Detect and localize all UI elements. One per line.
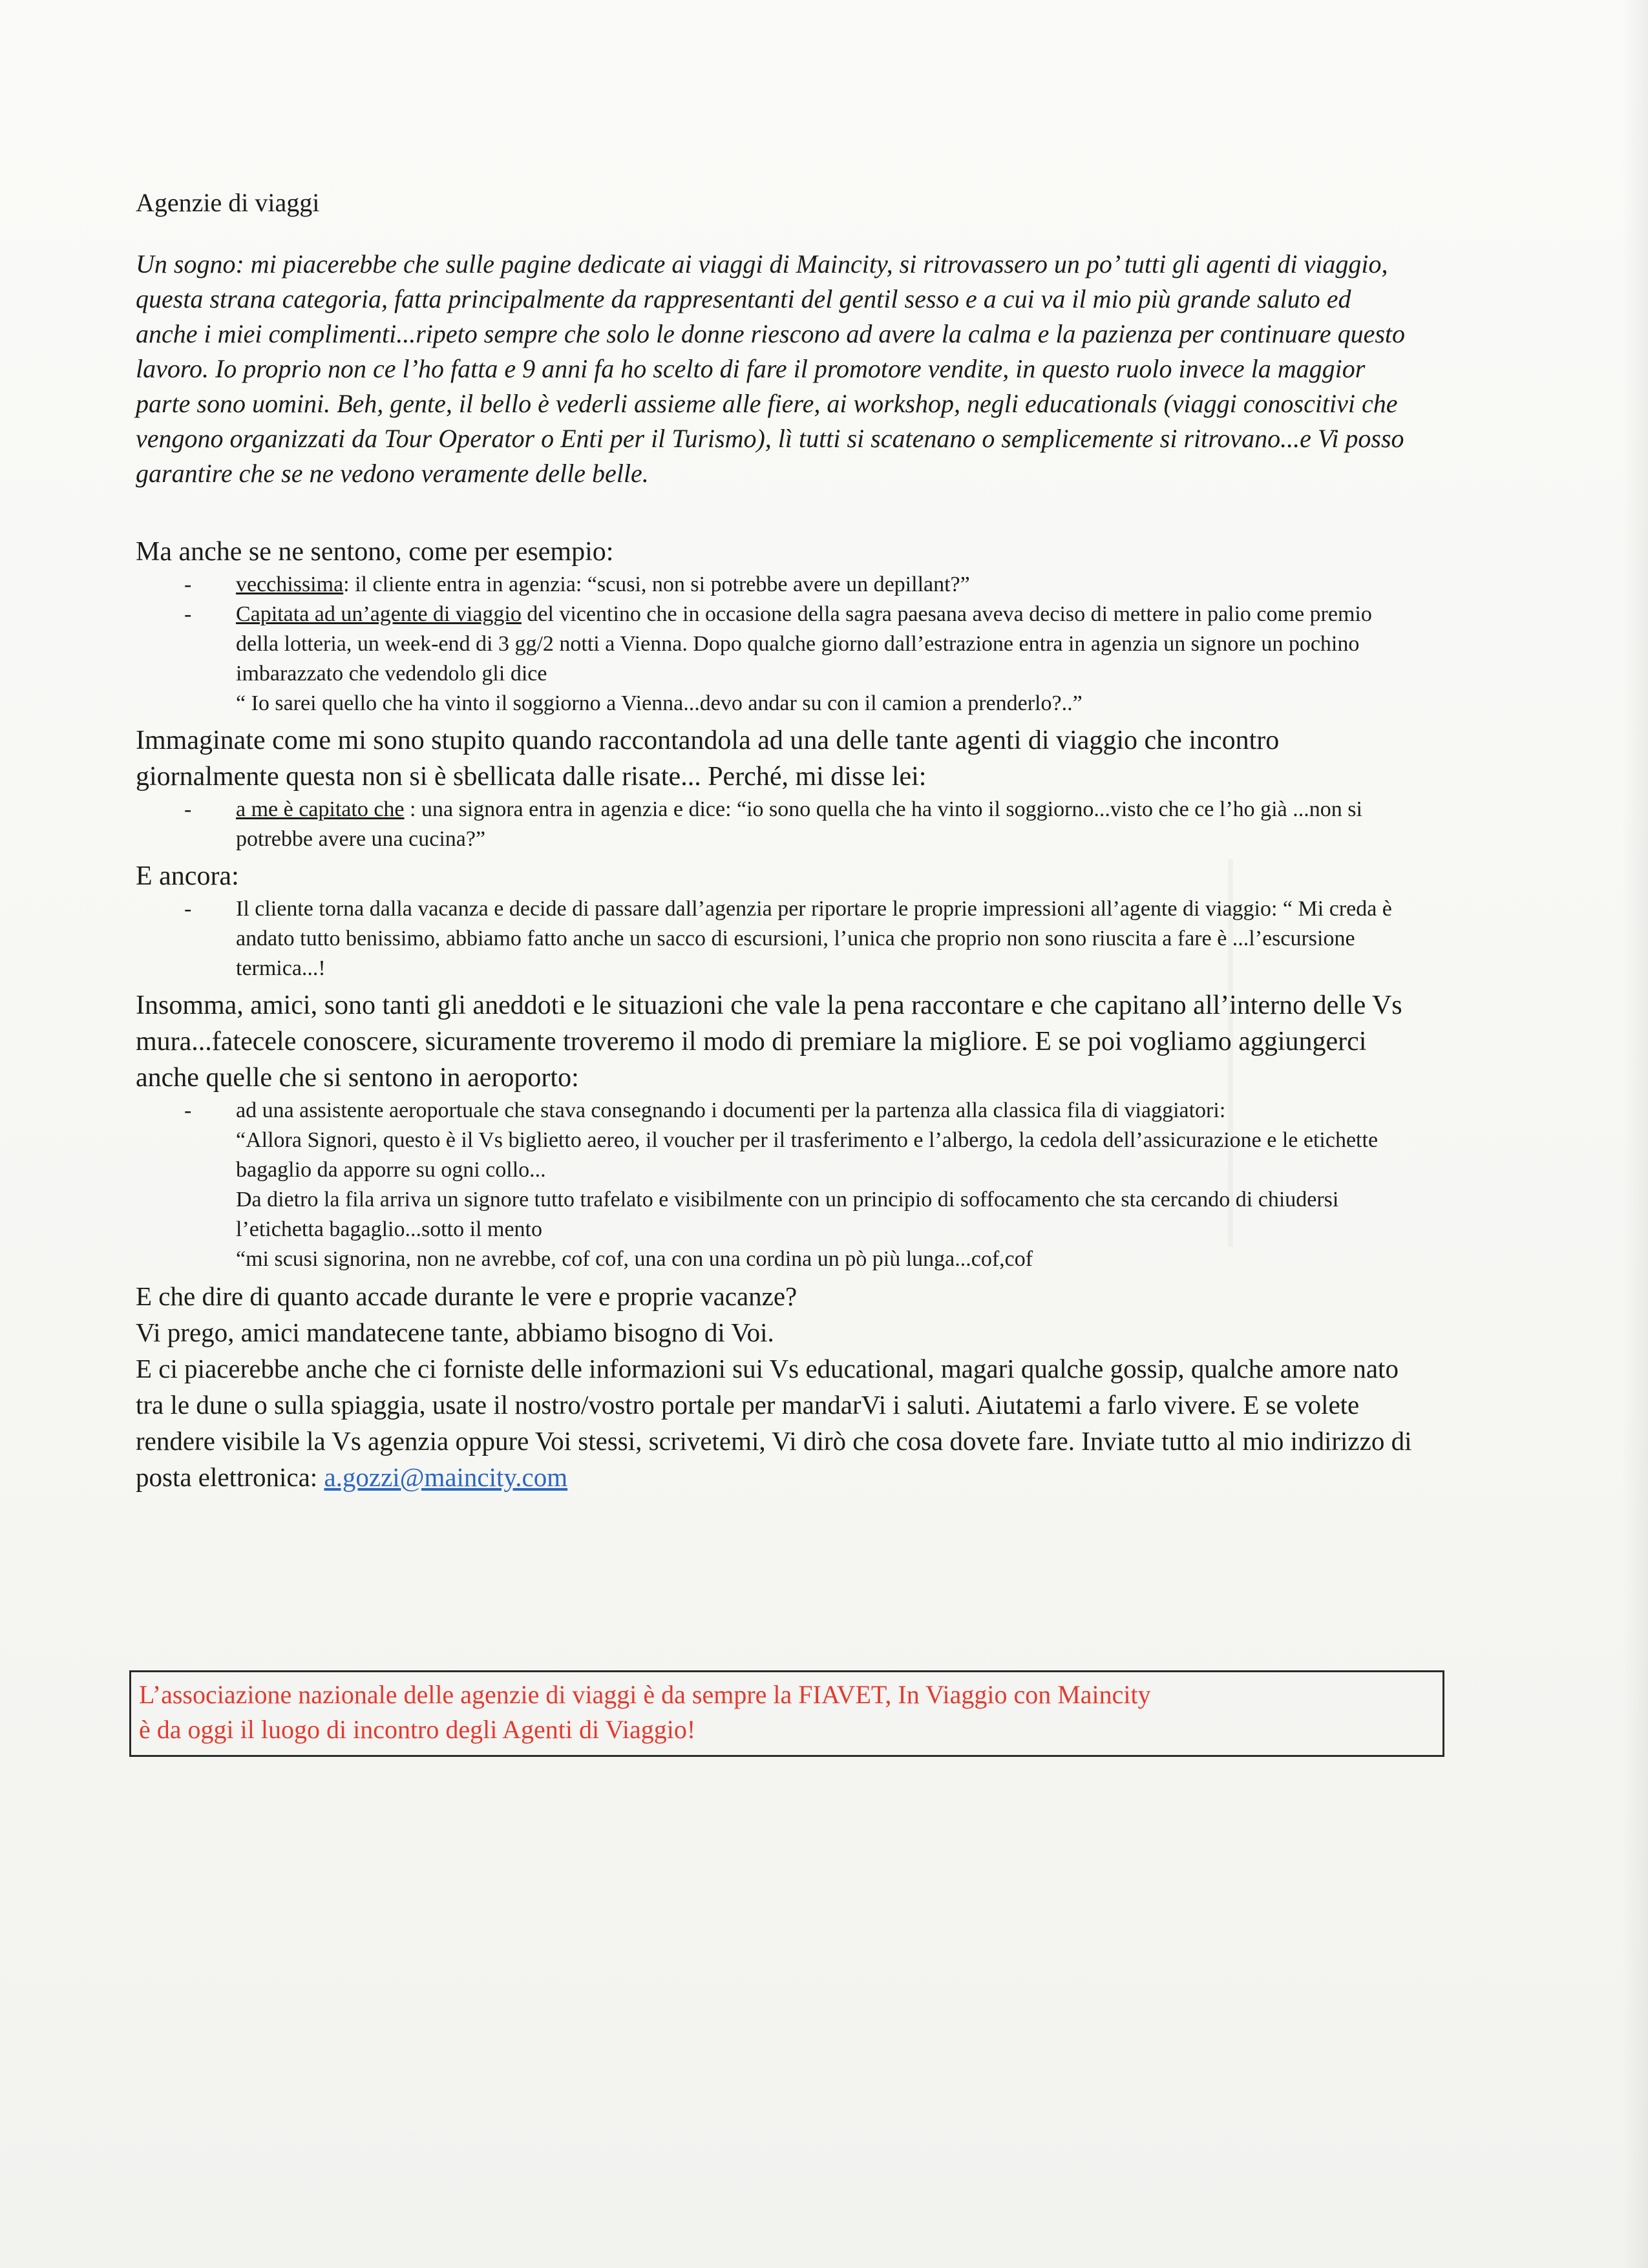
list-item-text: Il cliente torna dalla vacanza e decide di passare dall’agenzia per riportare le proprie impressioni all’agente di viaggio: “ Mi creda è andato tutto benissimo, abbiamo fatto anche un sacco di escursioni, l’unica che proprio non sono riuscita a fare è ...l’escursione termica...! bbox=[236, 897, 1392, 980]
notice-box bbox=[129, 1670, 1444, 1757]
list-item-quote: “mi scusi signorina, non ne avrebbe, cof cof, una con una cordina un pò più lunga...cof,cof bbox=[236, 1247, 1033, 1271]
list-item-lead: vecchissima bbox=[236, 572, 344, 596]
anecdote-list-4 bbox=[136, 1096, 1415, 1274]
anecdote-list-1 bbox=[136, 570, 1415, 719]
section2-intro: Immaginate come mi sono stupito quando raccontandola ad una delle tante agenti di viaggio che incontro giornalmente questa non si è sbellicata dalle risate... Perché, mi disse lei: bbox=[136, 726, 1280, 792]
list-item-text: del vicentino che in occasione della sagra paesana aveva deciso di mettere in palio come premio della lotteria, un week-end di 3 gg/2 notti a Vienna. Dopo qualche giorno dall’estrazione entra in agenzia un signore un pochino imbarazzato che vedendolo gli dice bbox=[236, 602, 1372, 686]
list-item-quote: “Allora Signori, questo è il Vs biglietto aereo, il voucher per il trasferimento e l’albergo, la cedola dell’assicurazione e le etichette bagaglio da apporre su ogni collo... bbox=[236, 1128, 1379, 1182]
list-item-text: : una signora entra in agenzia e dice: “io sono quella che ha vinto il soggiorno...visto che ce l’ho già ...non si potrebbe avere una cucina?” bbox=[236, 797, 1362, 851]
list-item-text: : il cliente entra in agenzia: “scusi, non si potrebbe avere un depillant?” bbox=[343, 572, 970, 596]
list-item bbox=[236, 795, 1415, 854]
list-item bbox=[236, 600, 1415, 719]
page-edge-shadow bbox=[1622, 0, 1648, 2268]
section1-intro: Ma anche se ne sentono, come per esempio: bbox=[136, 537, 614, 567]
closing-line-2: Vi prego, amici mandatecene tante, abbiamo bisogno di Voi. bbox=[136, 1318, 774, 1347]
list-item bbox=[236, 894, 1415, 983]
section3-intro: E ancora: bbox=[136, 861, 239, 891]
closing-paragraph bbox=[136, 1350, 1415, 1495]
section4-intro: Insomma, amici, sono tanti gli aneddoti e le situazioni che vale la pena raccontare e che capitano all’interno delle Vs mura...fatecele conoscere, sicuramente troveremo il modo di premiare la migliore. E se poi vogliamo aggiungerci anche quelle che si sentono in aeroporto: bbox=[136, 991, 1402, 1093]
anecdote-list-3 bbox=[136, 894, 1415, 983]
email-link[interactable]: a.gozzi@maincity.com bbox=[324, 1462, 568, 1492]
intro-paragraph: Un sogno: mi piacerebbe che sulle pagine dedicate ai viaggi di Maincity, si ritrovassero un po’ tutti gli agenti di viaggio, questa strana categoria, fatta principalmente da rappresentanti del gentil sesso e a cui va il mio più grande saluto ed anche i miei complimenti...ripeto sempre che solo le donne riescono ad avere la calma e la pazienza per continuare questo lavoro. Io proprio non ce l’ho fatta e 9 anni fa ho scelto di fare il promotore vendite, in questo ruolo invece la maggior parte sono uomini. Beh, gente, il bello è vederli assieme alle fiere, ai workshop, negli educationals (viaggi conoscitivi che vengono organizzati da Tour Operator o Enti per il Turismo), lì tutti si scatenano o semplicemente si ritrovano...e Vi posso garantire che se ne vedono veramente delle belle. bbox=[136, 249, 1406, 488]
notice-line-1: L’associazione nazionale delle agenzie di viaggi è da sempre la FIAVET, In Viaggio con Maincity bbox=[139, 1680, 1151, 1709]
list-item-text: ad una assistente aeroportuale che stava consegnando i documenti per la partenza alla classica fila di viaggiatori: bbox=[236, 1098, 1226, 1122]
closing-line-1: E che dire di quanto accade durante le vere e proprie vacanze? bbox=[136, 1281, 798, 1311]
list-item bbox=[236, 570, 1415, 600]
list-item-quote: Da dietro la fila arriva un signore tutto trafelato e visibilmente con un principio di soffocamento che sta cercando di chiudersi l’etichetta bagaglio...sotto il mento bbox=[236, 1188, 1339, 1241]
list-item-lead: Capitata ad un’agente di viaggio bbox=[236, 602, 522, 626]
document-title: Agenzie di viaggi bbox=[136, 188, 320, 217]
document-body bbox=[136, 186, 1415, 1495]
notice-line-2: è da oggi il luogo di incontro degli Agenti di Viaggio! bbox=[139, 1715, 696, 1744]
list-item-quote: “ Io sarei quello che ha vinto il soggiorno a Vienna...devo andar su con il camion a prenderlo?..” bbox=[236, 691, 1083, 715]
list-item bbox=[236, 1096, 1415, 1274]
anecdote-list-2 bbox=[136, 795, 1415, 854]
closing-text: E ci piacerebbe anche che ci forniste delle informazioni sui Vs educational, magari qualche gossip, qualche amore nato tra le dune o sulla spiaggia, usate il nostro/vostro portale per mandarVi i saluti. Aiutatemi a farlo vivere. E se volete rendere visibile la Vs agenzia oppure Voi stessi, scrivetemi, Vi dirò che cosa dovete fare. Inviate tutto al mio indirizzo di posta elettronica: bbox=[136, 1354, 1412, 1492]
list-item-lead: a me è capitato che bbox=[236, 797, 405, 821]
